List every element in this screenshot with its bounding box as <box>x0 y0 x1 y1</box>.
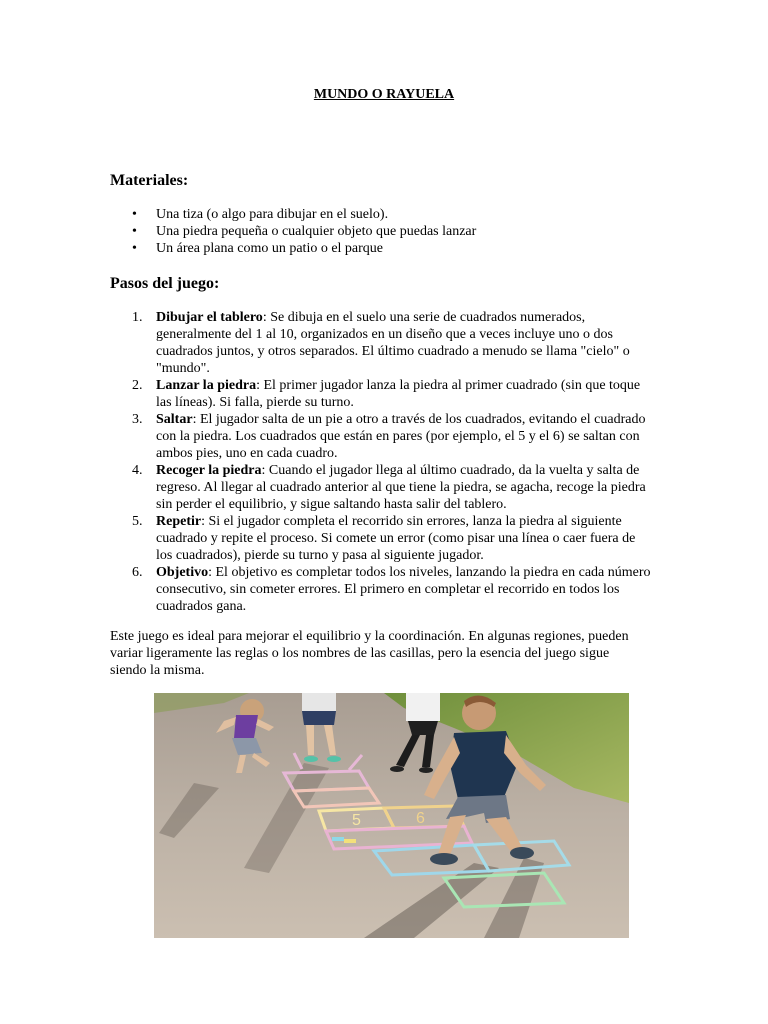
document-title: MUNDO O RAYUELA <box>313 87 455 102</box>
step-term: Repetir <box>156 514 202 529</box>
step-text: : El objetivo es completar todos los niveles, lanzando la piedra en cada número consecutivo, sin cometer errores. El primero en completar el recorrido en todos los cuadrados gana. <box>156 565 651 614</box>
list-item <box>110 240 476 257</box>
step-text: : Cuando el jugador llega al último cuadrado, da la vuelta y salta de regreso. Al llegar al cuadrado anterior al que tiene la piedra, se agacha, recoge la piedra sin perder el equilibrio, y sigue saltando hasta salir del tablero. <box>156 463 646 512</box>
material-text: Una tiza (o algo para dibujar en el suelo). <box>156 207 389 222</box>
list-item <box>110 377 655 411</box>
bullet-icon: • <box>132 241 137 256</box>
chalk-piece <box>344 839 356 843</box>
chalk-piece <box>332 837 344 841</box>
list-item <box>110 309 655 377</box>
step-text: : Se dibuja en el suelo una serie de cuadrados numerados, generalmente del 1 al 10, organizados en un diseño que a veces incluye uno o dos cuadrados juntos, y otros separados. El último cuadrado a menudo se llama "cielo" o "mundo". <box>156 310 630 376</box>
step-text: : El jugador salta de un pie a otro a través de los cuadrados, evitando el cuadrado con la piedra. Los cuadrados que están en pares (por ejemplo, el 5 y el 6) se saltan con ambos pies, uno en cada cuadro. <box>156 412 646 461</box>
list-item <box>110 564 655 615</box>
bullet-icon: • <box>132 207 137 222</box>
list-item <box>110 411 655 462</box>
step-term: Recoger la piedra <box>156 463 262 478</box>
steps-list <box>110 309 655 615</box>
photo-illustration <box>154 693 629 938</box>
step-number: 1. <box>132 310 143 325</box>
chalk-number-5: 5 <box>352 812 361 829</box>
steps-heading: Pasos del juego: <box>110 275 220 292</box>
step-term: Saltar <box>156 412 193 427</box>
list-item <box>110 223 476 240</box>
step-text: : Si el jugador completa el recorrido sin errores, lanza la piedra al siguiente cuadrado y repite el proceso. Si comete un error (como pisar una línea o caer fuera de los cuadrados), pierde su turno y pasa al siguiente jugador. <box>156 514 636 563</box>
chalk-number-6: 6 <box>416 810 425 827</box>
step-number: 4. <box>132 463 143 478</box>
step-number: 5. <box>132 514 143 529</box>
step-term: Lanzar la piedra <box>156 378 257 393</box>
material-text: Un área plana como un patio o el parque <box>156 241 384 256</box>
step-number: 2. <box>132 378 143 393</box>
list-item <box>110 462 655 513</box>
materials-list <box>110 206 476 257</box>
bullet-icon: • <box>132 224 137 239</box>
hopscotch-photo <box>154 693 629 938</box>
closing-paragraph: Este juego es ideal para mejorar el equilibrio y la coordinación. En algunas regiones, pueden variar ligeramente las reglas o los nombres de las casillas, pero la esencia del juego sigue siendo la misma. <box>110 629 629 678</box>
step-text: : El primer jugador lanza la piedra al primer cuadrado (sin que toque las líneas). Si falla, pierde su turno. <box>156 378 641 410</box>
list-item <box>110 513 655 564</box>
step-number: 6. <box>132 565 143 580</box>
material-text: Una piedra pequeña o cualquier objeto que puedas lanzar <box>156 224 477 239</box>
step-number: 3. <box>132 412 143 427</box>
list-item <box>110 206 476 223</box>
step-term: Objetivo <box>156 565 209 580</box>
materials-heading: Materiales: <box>110 172 189 189</box>
step-term: Dibujar el tablero <box>156 310 263 325</box>
